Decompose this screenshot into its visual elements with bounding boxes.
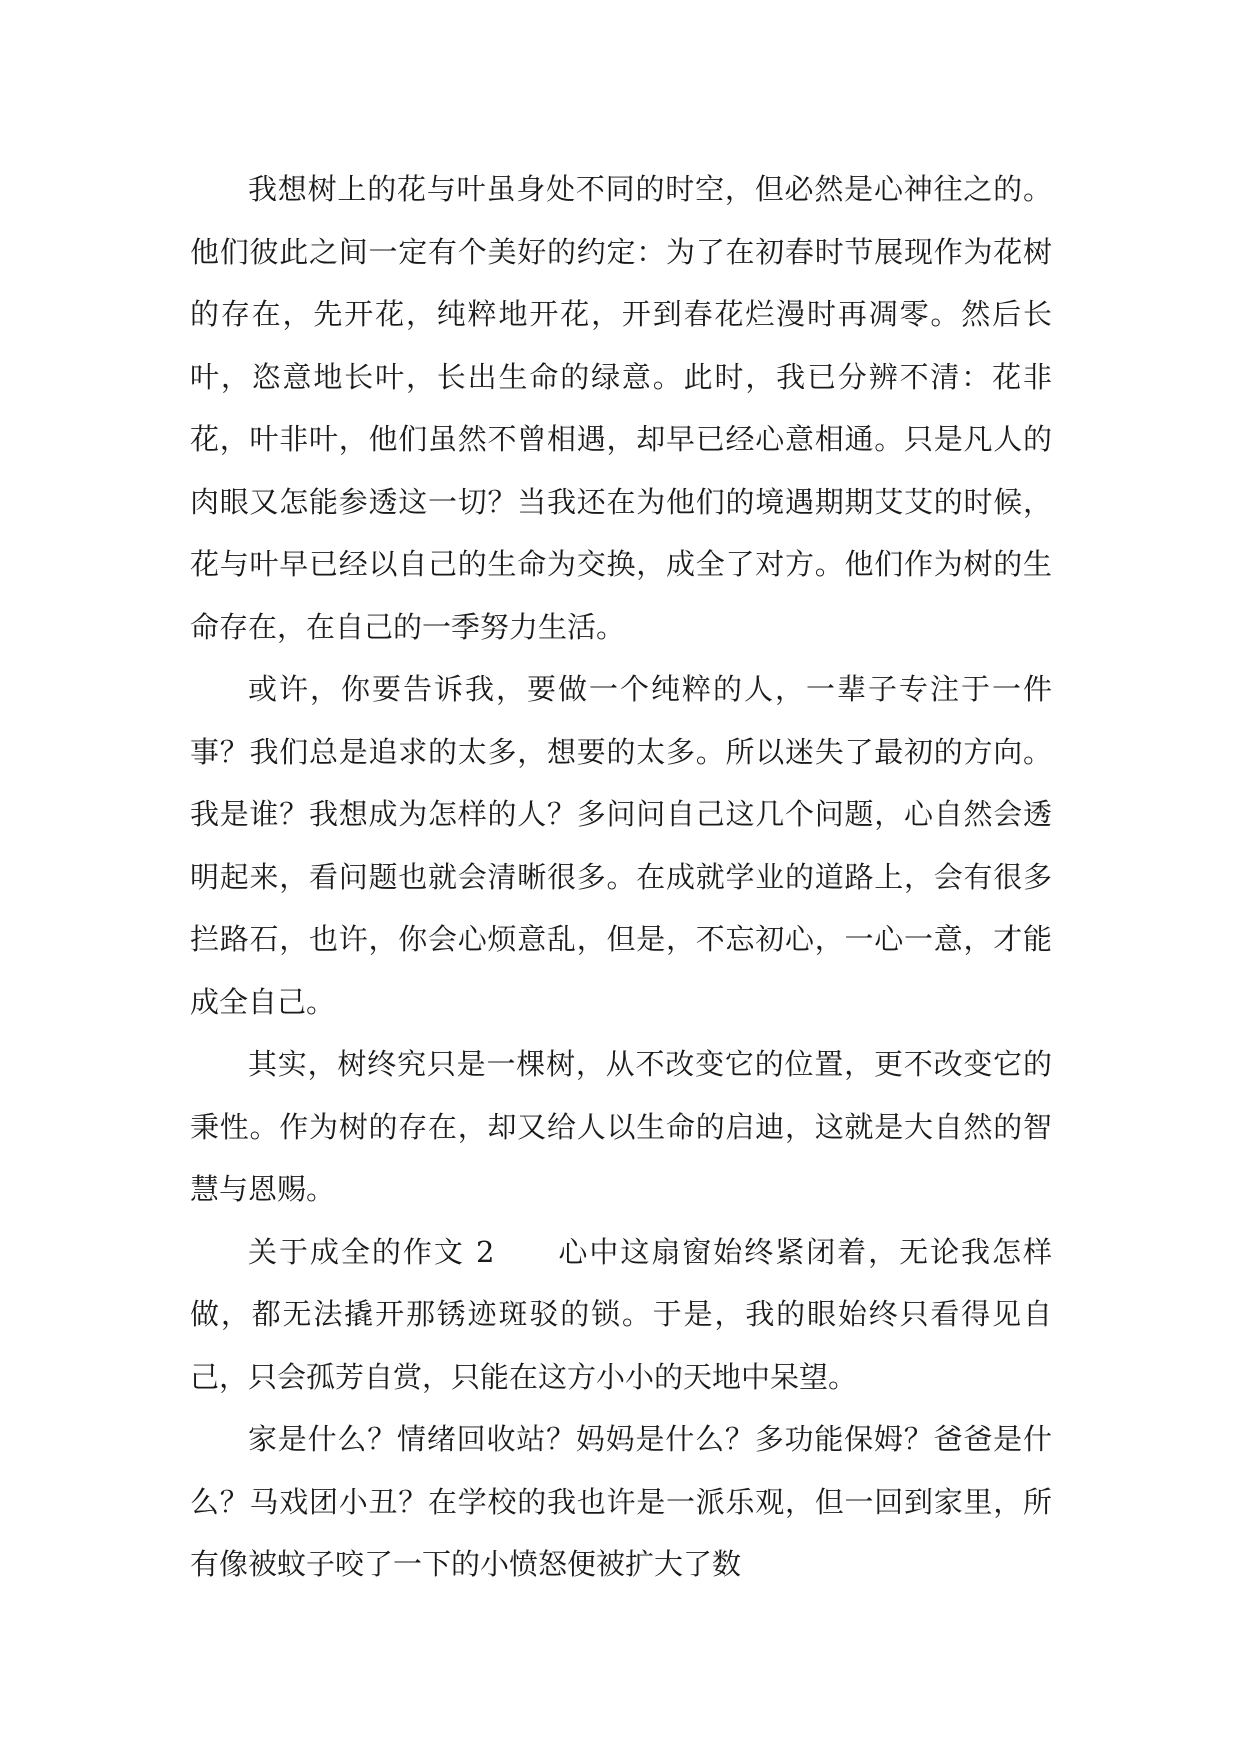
essay-first-paragraph: 心中这扇窗始终紧闭着，无论我怎样做，都无法撬开那锈迹斑驳的锁。于是，我的眼始终只看得见自己，只会孤芳自赏，只能在这方小小的天地中呆望。 <box>190 1234 1052 1394</box>
paragraph-flower-and-leaf: 我想树上的花与叶虽身处不同的时空，但必然是心神往之的。他们彼此之间一定有个美好的约定：为了在初春时节展现作为花树的存在，先开花，纯粹地开花，开到春花烂漫时再凋零。然后长叶，恣意地长叶，长出生命的绿意。此时，我已分辨不清：花非花，叶非叶，他们虽然不曾相遇，却早已经心意相通。只是凡人的肉眼又怎能参透这一切？当我还在为他们的境遇期期艾艾的时候，花与叶早已经以自己的生命为交换，成全了对方。他们作为树的生命存在，在自己的一季努力生活。 <box>190 172 1052 644</box>
paragraph-essay-2-opening <box>190 1221 1052 1409</box>
essay-title: 关于成全的作文 2 <box>248 1234 495 1269</box>
document-body <box>190 158 1052 1596</box>
paragraph-what-is-home: 家是什么？情绪回收站？妈妈是什么？多功能保姆？爸爸是什么？马戏团小丑？在学校的我也许是一派乐观，但一回到家里，所有像被蚊子咬了一下的小愤怒便被扩大了数 <box>190 1422 1052 1581</box>
paragraph-pure-person: 或许，你要告诉我，要做一个纯粹的人，一辈子专注于一件事？我们总是追求的太多，想要的太多。所以迷失了最初的方向。我是谁？我想成为怎样的人？多问问自己这几个问题，心自然会透明起来，看问题也就会清晰很多。在成就学业的道路上，会有很多拦路石，也许，你会心烦意乱，但是，不忘初心，一心一意，才能成全自己。 <box>190 672 1052 1019</box>
paragraph-tree-wisdom: 其实，树终究只是一棵树，从不改变它的位置，更不改变它的秉性。作为树的存在，却又给人以生命的启迪，这就是大自然的智慧与恩赐。 <box>190 1047 1052 1206</box>
